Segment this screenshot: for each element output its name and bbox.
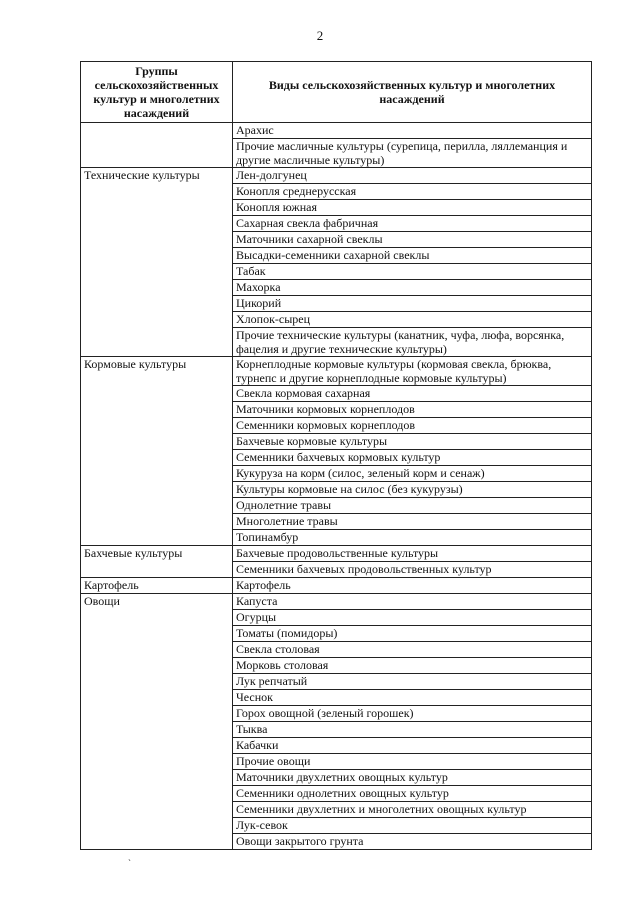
table-row bbox=[81, 594, 592, 610]
table-row bbox=[81, 610, 592, 626]
crop-cell: Чеснок bbox=[233, 690, 592, 706]
table-row bbox=[81, 232, 592, 248]
crop-cell: Прочие технические культуры (канатник, чуфа, люфа, ворсянка, фацелия и другие технические культуры) bbox=[233, 328, 592, 357]
crop-cell: Сахарная свекла фабричная bbox=[233, 216, 592, 232]
group-cell bbox=[81, 674, 233, 690]
crop-cell: Махорка bbox=[233, 280, 592, 296]
group-cell bbox=[81, 280, 233, 296]
group-cell bbox=[81, 722, 233, 738]
group-cell bbox=[81, 690, 233, 706]
crop-cell: Огурцы bbox=[233, 610, 592, 626]
table-row bbox=[81, 280, 592, 296]
table-row bbox=[81, 738, 592, 754]
table-row bbox=[81, 834, 592, 850]
group-cell bbox=[81, 264, 233, 280]
crop-cell: Томаты (помидоры) bbox=[233, 626, 592, 642]
table-row bbox=[81, 450, 592, 466]
group-cell bbox=[81, 482, 233, 498]
crop-cell: Прочие масличные культуры (сурепица, перилла, ляллеманция и другие масличные культуры) bbox=[233, 139, 592, 168]
table-row bbox=[81, 546, 592, 562]
table-row bbox=[81, 786, 592, 802]
group-cell bbox=[81, 386, 233, 402]
crop-cell: Конопля южная bbox=[233, 200, 592, 216]
table-row bbox=[81, 296, 592, 312]
group-cell bbox=[81, 530, 233, 546]
table-row bbox=[81, 248, 592, 264]
group-cell bbox=[81, 562, 233, 578]
group-cell bbox=[81, 232, 233, 248]
crop-cell: Арахис bbox=[233, 123, 592, 139]
crop-cell: Кабачки bbox=[233, 738, 592, 754]
table-row bbox=[81, 123, 592, 139]
table-row bbox=[81, 754, 592, 770]
crop-cell: Конопля среднерусская bbox=[233, 184, 592, 200]
table-row bbox=[81, 578, 592, 594]
crop-cell: Тыква bbox=[233, 722, 592, 738]
table-row bbox=[81, 200, 592, 216]
table-row bbox=[81, 357, 592, 386]
group-cell bbox=[81, 770, 233, 786]
crop-cell: Однолетние травы bbox=[233, 498, 592, 514]
table-row bbox=[81, 482, 592, 498]
crop-cell: Прочие овощи bbox=[233, 754, 592, 770]
table-row bbox=[81, 216, 592, 232]
group-cell bbox=[81, 184, 233, 200]
crop-cell: Семенники бахчевых продовольственных культур bbox=[233, 562, 592, 578]
group-cell bbox=[81, 450, 233, 466]
group-cell bbox=[81, 216, 233, 232]
group-cell bbox=[81, 434, 233, 450]
table-row bbox=[81, 418, 592, 434]
crop-cell: Культуры кормовые на силос (без кукурузы) bbox=[233, 482, 592, 498]
crop-cell: Морковь столовая bbox=[233, 658, 592, 674]
table-row bbox=[81, 626, 592, 642]
page-number: 2 bbox=[316, 28, 324, 43]
group-cell bbox=[81, 658, 233, 674]
crop-cell: Табак bbox=[233, 264, 592, 280]
crop-cell: Корнеплодные кормовые культуры (кормовая свекла, брюква, турнепс и другие корнеплодные кормовые культуры) bbox=[233, 357, 592, 386]
crop-cell: Лен-долгунец bbox=[233, 168, 592, 184]
crop-cell: Овощи закрытого грунта bbox=[233, 834, 592, 850]
crop-cell: Семенники двухлетних и многолетних овощных культур bbox=[233, 802, 592, 818]
scan-mark: ` bbox=[128, 858, 131, 868]
table-row bbox=[81, 770, 592, 786]
group-cell bbox=[81, 200, 233, 216]
group-cell bbox=[81, 738, 233, 754]
crop-cell: Свекла столовая bbox=[233, 642, 592, 658]
table-row bbox=[81, 658, 592, 674]
crop-cell: Семенники бахчевых кормовых культур bbox=[233, 450, 592, 466]
group-cell: Бахчевые культуры bbox=[81, 546, 233, 562]
group-cell bbox=[81, 248, 233, 264]
crop-cell: Капуста bbox=[233, 594, 592, 610]
table-row bbox=[81, 264, 592, 280]
table-row bbox=[81, 690, 592, 706]
table-row bbox=[81, 402, 592, 418]
group-cell: Технические культуры bbox=[81, 168, 233, 184]
group-cell bbox=[81, 466, 233, 482]
table-row bbox=[81, 818, 592, 834]
table-row bbox=[81, 184, 592, 200]
group-cell bbox=[81, 706, 233, 722]
group-cell: Кормовые культуры bbox=[81, 357, 233, 386]
group-cell bbox=[81, 626, 233, 642]
crop-cell: Высадки-семенники сахарной свеклы bbox=[233, 248, 592, 264]
group-cell bbox=[81, 610, 233, 626]
crop-cell: Картофель bbox=[233, 578, 592, 594]
group-cell bbox=[81, 786, 233, 802]
header-groups: Группы сельскохозяйственных культур и многолетних насаждений bbox=[81, 62, 233, 123]
group-cell bbox=[81, 642, 233, 658]
table-row bbox=[81, 530, 592, 546]
crop-cell: Маточники сахарной свеклы bbox=[233, 232, 592, 248]
table-row bbox=[81, 722, 592, 738]
table-row bbox=[81, 328, 592, 357]
crop-cell: Топинамбур bbox=[233, 530, 592, 546]
group-cell bbox=[81, 802, 233, 818]
group-cell bbox=[81, 312, 233, 328]
group-cell bbox=[81, 818, 233, 834]
table-row bbox=[81, 312, 592, 328]
crop-cell: Цикорий bbox=[233, 296, 592, 312]
group-cell bbox=[81, 123, 233, 139]
crop-cell: Хлопок-сырец bbox=[233, 312, 592, 328]
table-header-row bbox=[81, 62, 592, 123]
table-row bbox=[81, 674, 592, 690]
crop-cell: Маточники двухлетних овощных культур bbox=[233, 770, 592, 786]
table-row bbox=[81, 706, 592, 722]
group-cell bbox=[81, 498, 233, 514]
crop-cell: Свекла кормовая сахарная bbox=[233, 386, 592, 402]
group-cell bbox=[81, 418, 233, 434]
crop-cell: Горох овощной (зеленый горошек) bbox=[233, 706, 592, 722]
table-row bbox=[81, 386, 592, 402]
crop-cell: Семенники однолетних овощных культур bbox=[233, 786, 592, 802]
crop-cell: Маточники кормовых корнеплодов bbox=[233, 402, 592, 418]
table-row bbox=[81, 802, 592, 818]
table-row bbox=[81, 168, 592, 184]
crop-cell: Семенники кормовых корнеплодов bbox=[233, 418, 592, 434]
group-cell bbox=[81, 754, 233, 770]
table-row bbox=[81, 498, 592, 514]
table-row bbox=[81, 514, 592, 530]
group-cell bbox=[81, 402, 233, 418]
table-row bbox=[81, 562, 592, 578]
crops-table bbox=[80, 61, 592, 850]
crop-cell: Лук репчатый bbox=[233, 674, 592, 690]
table-row bbox=[81, 139, 592, 168]
group-cell bbox=[81, 296, 233, 312]
crop-cell: Бахчевые кормовые культуры bbox=[233, 434, 592, 450]
group-cell bbox=[81, 514, 233, 530]
group-cell: Картофель bbox=[81, 578, 233, 594]
crop-cell: Многолетние травы bbox=[233, 514, 592, 530]
group-cell bbox=[81, 139, 233, 168]
table-row bbox=[81, 466, 592, 482]
crop-cell: Кукуруза на корм (силос, зеленый корм и сенаж) bbox=[233, 466, 592, 482]
group-cell: Овощи bbox=[81, 594, 233, 610]
table-row bbox=[81, 642, 592, 658]
crop-cell: Бахчевые продовольственные культуры bbox=[233, 546, 592, 562]
group-cell bbox=[81, 328, 233, 357]
crop-cell: Лук-севок bbox=[233, 818, 592, 834]
group-cell bbox=[81, 834, 233, 850]
table-row bbox=[81, 434, 592, 450]
header-crop-types: Виды сельскохозяйственных культур и многолетних насаждений bbox=[233, 62, 592, 123]
